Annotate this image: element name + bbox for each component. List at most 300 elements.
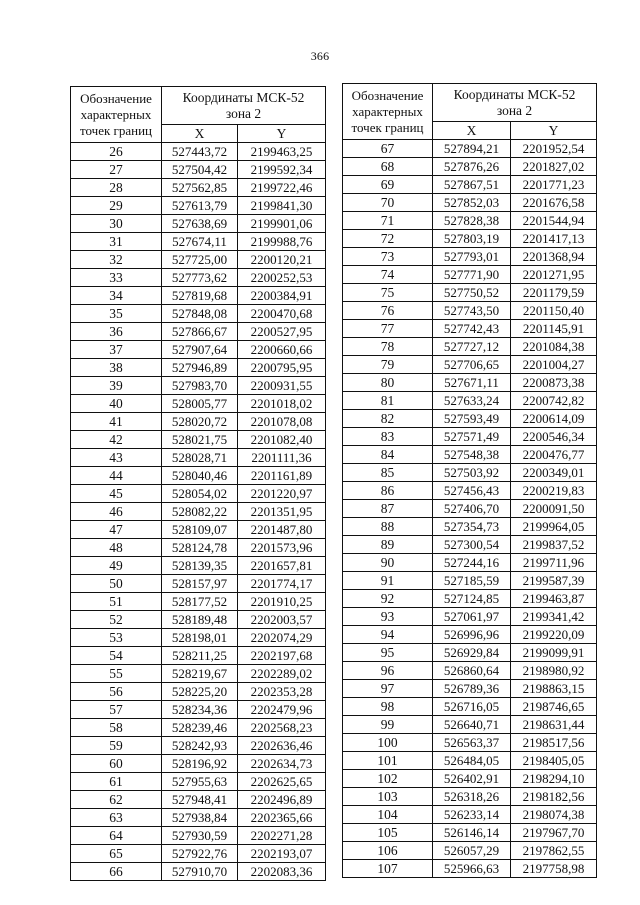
- table-row: [71, 791, 326, 809]
- y-coordinate: 2201827,02: [511, 158, 597, 176]
- table-row: [71, 467, 326, 485]
- x-coordinate: 528139,35: [162, 557, 238, 575]
- y-coordinate: 2201111,36: [238, 449, 326, 467]
- y-coordinate: 2200873,38: [511, 374, 597, 392]
- point-number: 70: [343, 194, 433, 212]
- table-row: [71, 557, 326, 575]
- table-row: [343, 338, 597, 356]
- table-row: [71, 323, 326, 341]
- table-row: [71, 179, 326, 197]
- y-coordinate: 2202289,02: [238, 665, 326, 683]
- x-coordinate: 526716,05: [433, 698, 511, 716]
- y-coordinate: 2201910,25: [238, 593, 326, 611]
- point-number: 42: [71, 431, 162, 449]
- x-coordinate: 527819,68: [162, 287, 238, 305]
- table-row: [343, 464, 597, 482]
- point-number: 34: [71, 287, 162, 305]
- y-coordinate: 2200660,66: [238, 341, 326, 359]
- point-number: 88: [343, 518, 433, 536]
- table-row: [71, 827, 326, 845]
- x-coordinate: 527633,24: [433, 392, 511, 410]
- page-number: 366: [310, 49, 330, 63]
- x-coordinate: 528005,77: [162, 395, 238, 413]
- x-column-header: X: [433, 122, 511, 140]
- point-number: 27: [71, 161, 162, 179]
- table-row: [343, 302, 597, 320]
- y-coordinate: 2201573,96: [238, 539, 326, 557]
- point-number: 69: [343, 176, 433, 194]
- table-row: [71, 449, 326, 467]
- table-row: [343, 158, 597, 176]
- point-number: 55: [71, 665, 162, 683]
- x-coordinate: 527548,38: [433, 446, 511, 464]
- x-coordinate: 526789,36: [433, 680, 511, 698]
- y-coordinate: 2197862,55: [511, 842, 597, 860]
- y-coordinate: 2200219,83: [511, 482, 597, 500]
- y-coordinate: 2201179,59: [511, 284, 597, 302]
- table-row: [71, 359, 326, 377]
- table-row: [343, 554, 597, 572]
- x-coordinate: 527946,89: [162, 359, 238, 377]
- y-coordinate: 2202636,46: [238, 737, 326, 755]
- table-row: [71, 431, 326, 449]
- x-coordinate: 527910,70: [162, 863, 238, 881]
- point-number: 63: [71, 809, 162, 827]
- y-coordinate: 2201084,38: [511, 338, 597, 356]
- table-row: [343, 410, 597, 428]
- x-coordinate: 526318,26: [433, 788, 511, 806]
- y-coordinate: 2199837,52: [511, 536, 597, 554]
- y-column-header: Y: [511, 122, 597, 140]
- point-number: 35: [71, 305, 162, 323]
- y-coordinate: 2198294,10: [511, 770, 597, 788]
- x-coordinate: 527674,11: [162, 233, 238, 251]
- table-row: [343, 266, 597, 284]
- coordinates-header-line: зона 2: [225, 105, 262, 121]
- y-coordinate: 2199220,09: [511, 626, 597, 644]
- x-coordinate: 527930,59: [162, 827, 238, 845]
- y-coordinate: 2201018,02: [238, 395, 326, 413]
- point-number: 58: [71, 719, 162, 737]
- x-coordinate: 527742,43: [433, 320, 511, 338]
- point-number: 85: [343, 464, 433, 482]
- y-coordinate: 2200349,01: [511, 464, 597, 482]
- table-row: [71, 485, 326, 503]
- y-coordinate: 2199964,05: [511, 518, 597, 536]
- x-coordinate: 528124,78: [162, 539, 238, 557]
- coordinates-header-line: Координаты МСК-52: [453, 86, 576, 102]
- y-coordinate: 2200384,91: [238, 287, 326, 305]
- point-number: 83: [343, 428, 433, 446]
- table-row: [71, 161, 326, 179]
- point-number: 78: [343, 338, 433, 356]
- point-number: 77: [343, 320, 433, 338]
- point-number: 37: [71, 341, 162, 359]
- y-coordinate: 2202496,89: [238, 791, 326, 809]
- x-coordinate: 526402,91: [433, 770, 511, 788]
- y-coordinate: 2201487,80: [238, 521, 326, 539]
- point-number: 68: [343, 158, 433, 176]
- table-row: [71, 701, 326, 719]
- point-number: 38: [71, 359, 162, 377]
- x-coordinate: 527671,11: [433, 374, 511, 392]
- y-coordinate: 2199587,39: [511, 572, 597, 590]
- y-coordinate: 2201220,97: [238, 485, 326, 503]
- point-number: 26: [71, 143, 162, 161]
- table-row: [343, 770, 597, 788]
- y-coordinate: 2201657,81: [238, 557, 326, 575]
- point-label-line: Обозначение: [80, 90, 152, 106]
- x-coordinate: 527185,59: [433, 572, 511, 590]
- x-coordinate: 527848,08: [162, 305, 238, 323]
- x-coordinate: 528189,48: [162, 611, 238, 629]
- table-row: [71, 755, 326, 773]
- x-coordinate: 527948,41: [162, 791, 238, 809]
- point-number: 73: [343, 248, 433, 266]
- point-number: 62: [71, 791, 162, 809]
- x-coordinate: 527922,76: [162, 845, 238, 863]
- x-coordinate: 526057,29: [433, 842, 511, 860]
- table-row: [71, 197, 326, 215]
- y-coordinate: 2199463,25: [238, 143, 326, 161]
- x-coordinate: 528219,67: [162, 665, 238, 683]
- table-row: [343, 608, 597, 626]
- x-coordinate: 528157,97: [162, 575, 238, 593]
- y-coordinate: 2201351,95: [238, 503, 326, 521]
- point-number: 81: [343, 392, 433, 410]
- table-row: [343, 806, 597, 824]
- y-coordinate: 2201271,95: [511, 266, 597, 284]
- table-row: [343, 572, 597, 590]
- point-number: 47: [71, 521, 162, 539]
- y-coordinate: 2201544,94: [511, 212, 597, 230]
- table-row: [343, 644, 597, 662]
- table-row: [71, 719, 326, 737]
- point-number: 28: [71, 179, 162, 197]
- x-coordinate: 526484,05: [433, 752, 511, 770]
- x-coordinate: 525966,63: [433, 860, 511, 878]
- point-number: 32: [71, 251, 162, 269]
- table-row: [343, 698, 597, 716]
- y-coordinate: 2199463,87: [511, 590, 597, 608]
- x-coordinate: 527638,69: [162, 215, 238, 233]
- table-row: [71, 251, 326, 269]
- table-row: [71, 233, 326, 251]
- x-coordinate: 527354,73: [433, 518, 511, 536]
- table-row: [343, 176, 597, 194]
- table-row: [71, 647, 326, 665]
- y-coordinate: 2198182,56: [511, 788, 597, 806]
- x-coordinate: 527955,63: [162, 773, 238, 791]
- table-row: [71, 575, 326, 593]
- table-row: [343, 446, 597, 464]
- point-number: 54: [71, 647, 162, 665]
- point-number: 72: [343, 230, 433, 248]
- x-coordinate: 527571,49: [433, 428, 511, 446]
- y-coordinate: 2202625,65: [238, 773, 326, 791]
- point-number: 43: [71, 449, 162, 467]
- y-coordinate: 2202365,66: [238, 809, 326, 827]
- table-row: [343, 500, 597, 518]
- y-coordinate: 2201368,94: [511, 248, 597, 266]
- y-coordinate: 2200546,34: [511, 428, 597, 446]
- x-coordinate: 527244,16: [433, 554, 511, 572]
- y-coordinate: 2201676,58: [511, 194, 597, 212]
- table-row: [71, 269, 326, 287]
- point-number: 29: [71, 197, 162, 215]
- x-coordinate: 528082,22: [162, 503, 238, 521]
- point-number: 82: [343, 410, 433, 428]
- y-coordinate: 2201774,17: [238, 575, 326, 593]
- x-coordinate: 527706,65: [433, 356, 511, 374]
- point-label-line: Обозначение: [351, 87, 424, 103]
- point-number: 94: [343, 626, 433, 644]
- point-number: 98: [343, 698, 433, 716]
- y-coordinate: 2200476,77: [511, 446, 597, 464]
- table-row: [71, 809, 326, 827]
- x-coordinate: 527613,79: [162, 197, 238, 215]
- y-coordinate: 2198631,44: [511, 716, 597, 734]
- x-coordinate: 527406,70: [433, 500, 511, 518]
- table-row: [71, 521, 326, 539]
- y-coordinate: 2199711,96: [511, 554, 597, 572]
- y-coordinate: 2201082,40: [238, 431, 326, 449]
- table-row: [343, 752, 597, 770]
- coordinates-header: [433, 84, 597, 122]
- point-number: 44: [71, 467, 162, 485]
- point-number: 65: [71, 845, 162, 863]
- x-coordinate: 527743,50: [433, 302, 511, 320]
- point-number: 104: [343, 806, 433, 824]
- y-coordinate: 2198517,56: [511, 734, 597, 752]
- table-row: [343, 518, 597, 536]
- table-row: [71, 629, 326, 647]
- point-number: 60: [71, 755, 162, 773]
- point-number: 93: [343, 608, 433, 626]
- point-number: 56: [71, 683, 162, 701]
- table-row: [71, 737, 326, 755]
- x-coordinate: 528021,75: [162, 431, 238, 449]
- point-number: 33: [71, 269, 162, 287]
- table-row: [343, 788, 597, 806]
- point-number: 61: [71, 773, 162, 791]
- y-coordinate: 2202197,68: [238, 647, 326, 665]
- x-coordinate: 527771,90: [433, 266, 511, 284]
- table-row: [343, 284, 597, 302]
- table-row: [343, 590, 597, 608]
- x-coordinate: 526996,96: [433, 626, 511, 644]
- point-number: 106: [343, 842, 433, 860]
- table-row: [343, 374, 597, 392]
- table-row: [343, 212, 597, 230]
- point-number: 75: [343, 284, 433, 302]
- y-coordinate: 2201771,23: [511, 176, 597, 194]
- y-coordinate: 2202074,29: [238, 629, 326, 647]
- table-row: [343, 392, 597, 410]
- y-coordinate: 2201417,13: [511, 230, 597, 248]
- x-coordinate: 527593,49: [433, 410, 511, 428]
- table-row: [343, 248, 597, 266]
- x-coordinate: 528109,07: [162, 521, 238, 539]
- y-coordinate: 2199341,42: [511, 608, 597, 626]
- point-number: 41: [71, 413, 162, 431]
- x-coordinate: 528242,93: [162, 737, 238, 755]
- y-coordinate: 2200527,95: [238, 323, 326, 341]
- y-coordinate: 2198863,15: [511, 680, 597, 698]
- point-number: 87: [343, 500, 433, 518]
- x-coordinate: 528225,20: [162, 683, 238, 701]
- x-coordinate: 527503,92: [433, 464, 511, 482]
- x-coordinate: 527124,85: [433, 590, 511, 608]
- point-number: 97: [343, 680, 433, 698]
- x-coordinate: 528177,52: [162, 593, 238, 611]
- x-coordinate: 527504,42: [162, 161, 238, 179]
- point-number: 50: [71, 575, 162, 593]
- x-coordinate: 526233,14: [433, 806, 511, 824]
- y-coordinate: 2200120,21: [238, 251, 326, 269]
- x-coordinate: 528196,92: [162, 755, 238, 773]
- y-coordinate: 2201004,27: [511, 356, 597, 374]
- x-coordinate: 527867,51: [433, 176, 511, 194]
- point-number: 40: [71, 395, 162, 413]
- x-coordinate: 528020,72: [162, 413, 238, 431]
- x-coordinate: 527803,19: [433, 230, 511, 248]
- point-number: 49: [71, 557, 162, 575]
- point-number: 57: [71, 701, 162, 719]
- point-number: 86: [343, 482, 433, 500]
- point-number: 99: [343, 716, 433, 734]
- point-number: 90: [343, 554, 433, 572]
- table-row: [71, 341, 326, 359]
- y-coordinate: 2202083,36: [238, 863, 326, 881]
- point-number: 74: [343, 266, 433, 284]
- table-row: [343, 626, 597, 644]
- coordinates-header-line: зона 2: [496, 102, 533, 118]
- point-number: 105: [343, 824, 433, 842]
- table-row: [343, 482, 597, 500]
- y-coordinate: 2201952,54: [511, 140, 597, 158]
- y-coordinate: 2198746,65: [511, 698, 597, 716]
- point-number: 66: [71, 863, 162, 881]
- table-row: [343, 194, 597, 212]
- table-row: [343, 428, 597, 446]
- table-row: [71, 305, 326, 323]
- point-number: 100: [343, 734, 433, 752]
- x-coordinate: 527456,43: [433, 482, 511, 500]
- table-row: [71, 413, 326, 431]
- table-row: [343, 824, 597, 842]
- point-number: 31: [71, 233, 162, 251]
- point-label-line: характерных: [80, 106, 152, 122]
- x-coordinate: 527983,70: [162, 377, 238, 395]
- x-coordinate: 527866,67: [162, 323, 238, 341]
- x-coordinate: 526860,64: [433, 662, 511, 680]
- table-row: [343, 140, 597, 158]
- y-coordinate: 2201161,89: [238, 467, 326, 485]
- y-coordinate: 2197758,98: [511, 860, 597, 878]
- table-row: [71, 665, 326, 683]
- point-number: 95: [343, 644, 433, 662]
- x-coordinate: 526563,37: [433, 734, 511, 752]
- y-coordinate: 2202003,57: [238, 611, 326, 629]
- coordinates-table-body: [71, 143, 326, 881]
- point-number: 52: [71, 611, 162, 629]
- x-coordinate: 527061,97: [433, 608, 511, 626]
- point-number: 103: [343, 788, 433, 806]
- y-coordinate: 2199722,46: [238, 179, 326, 197]
- y-coordinate: 2199988,76: [238, 233, 326, 251]
- coordinates-table-body: [343, 140, 597, 878]
- y-coordinate: 2202271,28: [238, 827, 326, 845]
- table-row: [71, 863, 326, 881]
- table-row: [71, 539, 326, 557]
- y-coordinate: 2200931,55: [238, 377, 326, 395]
- y-coordinate: 2201150,40: [511, 302, 597, 320]
- point-number: 89: [343, 536, 433, 554]
- x-column-header: X: [162, 125, 238, 143]
- point-number: 79: [343, 356, 433, 374]
- x-coordinate: 528028,71: [162, 449, 238, 467]
- point-number: 101: [343, 752, 433, 770]
- point-number: 46: [71, 503, 162, 521]
- table-row: [343, 680, 597, 698]
- point-number: 102: [343, 770, 433, 788]
- x-coordinate: 527828,38: [433, 212, 511, 230]
- table-row: [343, 734, 597, 752]
- x-coordinate: 528040,46: [162, 467, 238, 485]
- y-coordinate: 2201078,08: [238, 413, 326, 431]
- x-coordinate: 526929,84: [433, 644, 511, 662]
- point-number: 48: [71, 539, 162, 557]
- y-coordinate: 2200614,09: [511, 410, 597, 428]
- x-coordinate: 527443,72: [162, 143, 238, 161]
- x-coordinate: 527750,52: [433, 284, 511, 302]
- table-row: [343, 662, 597, 680]
- point-number: 107: [343, 860, 433, 878]
- x-coordinate: 527727,12: [433, 338, 511, 356]
- point-number: 96: [343, 662, 433, 680]
- point-label-line: точек границ: [79, 122, 153, 138]
- x-coordinate: 527938,84: [162, 809, 238, 827]
- table-row: [71, 215, 326, 233]
- point-number: 64: [71, 827, 162, 845]
- y-coordinate: 2202634,73: [238, 755, 326, 773]
- y-coordinate: 2202479,96: [238, 701, 326, 719]
- x-coordinate: 527725,00: [162, 251, 238, 269]
- y-coordinate: 2200091,50: [511, 500, 597, 518]
- y-coordinate: 2200252,53: [238, 269, 326, 287]
- table-row: [71, 287, 326, 305]
- point-number: 53: [71, 629, 162, 647]
- y-coordinate: 2200795,95: [238, 359, 326, 377]
- x-coordinate: 528211,25: [162, 647, 238, 665]
- x-coordinate: 527907,64: [162, 341, 238, 359]
- point-label-line: точек границ: [351, 119, 424, 135]
- y-coordinate: 2202568,23: [238, 719, 326, 737]
- point-number: 76: [343, 302, 433, 320]
- x-coordinate: 527562,85: [162, 179, 238, 197]
- y-coordinate: 2199099,91: [511, 644, 597, 662]
- point-number: 84: [343, 446, 433, 464]
- x-coordinate: 527876,26: [433, 158, 511, 176]
- table-row: [71, 395, 326, 413]
- table-row: [71, 503, 326, 521]
- point-label-header: [71, 87, 162, 143]
- coordinates-table-right: [342, 83, 597, 878]
- y-coordinate: 2198980,92: [511, 662, 597, 680]
- table-row: [71, 683, 326, 701]
- y-coordinate: 2198405,05: [511, 752, 597, 770]
